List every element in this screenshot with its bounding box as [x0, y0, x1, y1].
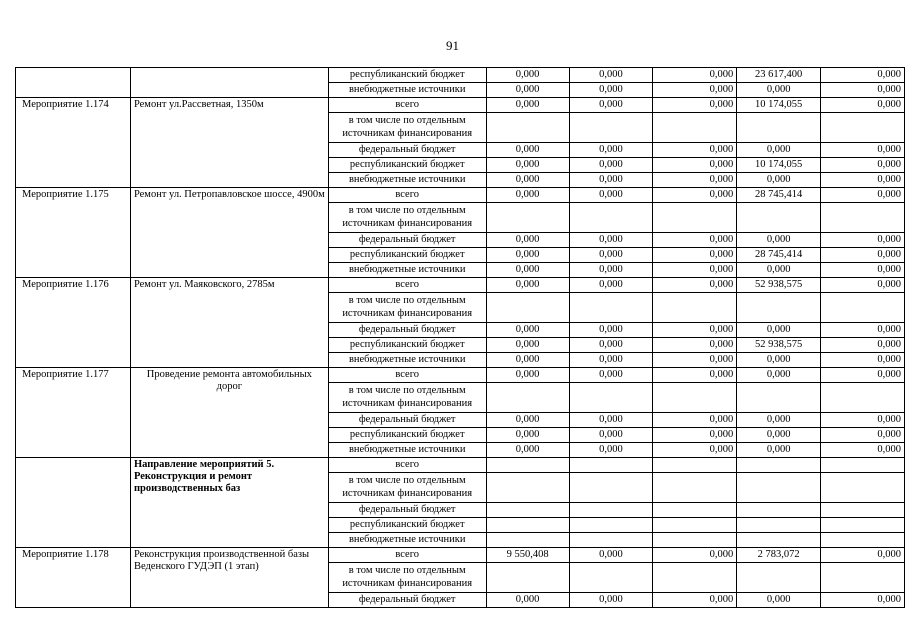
- value-cell-1: [486, 383, 569, 413]
- activity-cell: Мероприятие 1.175: [16, 188, 131, 278]
- value-cell-5: 0,000: [821, 83, 905, 98]
- funding-source-cell: федеральный бюджет: [328, 233, 486, 248]
- value-cell-5: 0,000: [821, 338, 905, 353]
- value-cell-1: 0,000: [486, 158, 569, 173]
- value-cell-4: 0,000: [737, 83, 821, 98]
- value-cell-2: 0,000: [569, 413, 653, 428]
- value-cell-1: 0,000: [486, 338, 569, 353]
- value-cell-4: 0,000: [737, 353, 821, 368]
- activity-name-cell: Ремонт ул. Петропавловское шоссе, 4900м: [130, 188, 328, 278]
- value-cell-3: 0,000: [653, 173, 737, 188]
- table-row: [16, 98, 905, 113]
- value-cell-2: 0,000: [569, 443, 653, 458]
- funding-source-cell: внебюджетные источники: [328, 173, 486, 188]
- funding-source-cell: в том числе по отдельным источникам финансирования: [328, 203, 486, 233]
- value-cell-4: [737, 518, 821, 533]
- value-cell-4: 52 938,575: [737, 338, 821, 353]
- value-cell-1: [486, 503, 569, 518]
- value-cell-2: 0,000: [569, 338, 653, 353]
- table-row: [16, 68, 905, 83]
- activity-cell: Мероприятие 1.176: [16, 278, 131, 368]
- value-cell-2: [569, 473, 653, 503]
- value-cell-4: 0,000: [737, 443, 821, 458]
- value-cell-4: [737, 503, 821, 518]
- value-cell-2: 0,000: [569, 323, 653, 338]
- funding-source-cell: республиканский бюджет: [328, 248, 486, 263]
- value-cell-1: 0,000: [486, 368, 569, 383]
- value-cell-1: 0,000: [486, 143, 569, 158]
- value-cell-2: 0,000: [569, 248, 653, 263]
- funding-source-cell: внебюджетные источники: [328, 443, 486, 458]
- activity-cell: Мероприятие 1.178: [16, 548, 131, 608]
- value-cell-1: [486, 293, 569, 323]
- value-cell-3: 0,000: [653, 98, 737, 113]
- value-cell-4: [737, 293, 821, 323]
- value-cell-1: 0,000: [486, 443, 569, 458]
- value-cell-4: 0,000: [737, 173, 821, 188]
- page-number: 91: [446, 38, 459, 53]
- funding-source-cell: федеральный бюджет: [328, 593, 486, 608]
- value-cell-5: [821, 518, 905, 533]
- value-cell-3: 0,000: [653, 248, 737, 263]
- activity-cell: Мероприятие 1.177: [16, 368, 131, 458]
- funding-source-cell: внебюджетные источники: [328, 533, 486, 548]
- value-cell-2: 0,000: [569, 428, 653, 443]
- value-cell-1: 0,000: [486, 98, 569, 113]
- activity-cell: [16, 458, 131, 548]
- funding-source-cell: внебюджетные источники: [328, 353, 486, 368]
- value-cell-5: [821, 473, 905, 503]
- value-cell-5: 0,000: [821, 368, 905, 383]
- value-cell-4: 0,000: [737, 413, 821, 428]
- value-cell-3: 0,000: [653, 143, 737, 158]
- value-cell-1: [486, 113, 569, 143]
- value-cell-1: 0,000: [486, 593, 569, 608]
- value-cell-5: [821, 533, 905, 548]
- activity-name-cell: Направление мероприятий 5. Реконструкция и ремонт производственных баз: [130, 458, 328, 548]
- value-cell-2: 0,000: [569, 98, 653, 113]
- value-cell-5: [821, 113, 905, 143]
- value-cell-2: [569, 533, 653, 548]
- value-cell-4: 10 174,055: [737, 158, 821, 173]
- value-cell-4: [737, 203, 821, 233]
- funding-source-cell: республиканский бюджет: [328, 158, 486, 173]
- value-cell-1: [486, 458, 569, 473]
- value-cell-2: 0,000: [569, 83, 653, 98]
- value-cell-1: 0,000: [486, 278, 569, 293]
- value-cell-3: 0,000: [653, 338, 737, 353]
- value-cell-3: 0,000: [653, 353, 737, 368]
- funding-source-cell: всего: [328, 548, 486, 563]
- value-cell-4: [737, 563, 821, 593]
- activity-cell: [16, 68, 131, 98]
- value-cell-3: [653, 113, 737, 143]
- value-cell-1: 0,000: [486, 233, 569, 248]
- value-cell-4: 0,000: [737, 143, 821, 158]
- value-cell-1: 0,000: [486, 248, 569, 263]
- value-cell-1: 0,000: [486, 188, 569, 203]
- funding-source-cell: федеральный бюджет: [328, 413, 486, 428]
- value-cell-4: 2 783,072: [737, 548, 821, 563]
- value-cell-2: [569, 563, 653, 593]
- table-row: [16, 188, 905, 203]
- value-cell-5: 0,000: [821, 98, 905, 113]
- value-cell-4: 0,000: [737, 263, 821, 278]
- value-cell-5: 0,000: [821, 248, 905, 263]
- value-cell-4: 0,000: [737, 323, 821, 338]
- value-cell-4: 0,000: [737, 233, 821, 248]
- value-cell-2: 0,000: [569, 173, 653, 188]
- funding-source-cell: федеральный бюджет: [328, 143, 486, 158]
- budget-body: [16, 68, 905, 608]
- value-cell-2: 0,000: [569, 263, 653, 278]
- value-cell-4: 0,000: [737, 593, 821, 608]
- value-cell-5: 0,000: [821, 323, 905, 338]
- value-cell-4: 0,000: [737, 368, 821, 383]
- value-cell-3: 0,000: [653, 233, 737, 248]
- funding-source-cell: республиканский бюджет: [328, 518, 486, 533]
- value-cell-3: 0,000: [653, 158, 737, 173]
- value-cell-2: 0,000: [569, 548, 653, 563]
- table-row: [16, 278, 905, 293]
- value-cell-2: [569, 503, 653, 518]
- value-cell-5: 0,000: [821, 548, 905, 563]
- value-cell-5: 0,000: [821, 353, 905, 368]
- value-cell-1: [486, 563, 569, 593]
- value-cell-1: [486, 473, 569, 503]
- value-cell-5: 0,000: [821, 443, 905, 458]
- value-cell-2: 0,000: [569, 353, 653, 368]
- funding-source-cell: всего: [328, 458, 486, 473]
- activity-name-cell: [130, 68, 328, 98]
- value-cell-5: 0,000: [821, 143, 905, 158]
- activity-name-cell: Проведение ремонта автомобильных дорог: [130, 368, 328, 458]
- value-cell-5: 0,000: [821, 173, 905, 188]
- value-cell-3: 0,000: [653, 68, 737, 83]
- activity-name-cell: Реконструкция производственной базы Веденского ГУДЭП (1 этап): [130, 548, 328, 608]
- value-cell-4: 28 745,414: [737, 248, 821, 263]
- value-cell-2: 0,000: [569, 233, 653, 248]
- value-cell-3: 0,000: [653, 323, 737, 338]
- value-cell-3: 0,000: [653, 548, 737, 563]
- value-cell-5: 0,000: [821, 278, 905, 293]
- value-cell-3: 0,000: [653, 428, 737, 443]
- value-cell-3: 0,000: [653, 278, 737, 293]
- value-cell-1: [486, 518, 569, 533]
- value-cell-1: 0,000: [486, 353, 569, 368]
- value-cell-2: 0,000: [569, 188, 653, 203]
- value-cell-3: [653, 458, 737, 473]
- value-cell-2: 0,000: [569, 368, 653, 383]
- value-cell-2: [569, 383, 653, 413]
- value-cell-3: [653, 563, 737, 593]
- value-cell-2: [569, 293, 653, 323]
- value-cell-5: 0,000: [821, 158, 905, 173]
- activity-name-cell: Ремонт ул. Маяковского, 2785м: [130, 278, 328, 368]
- funding-source-cell: внебюджетные источники: [328, 83, 486, 98]
- value-cell-5: [821, 503, 905, 518]
- value-cell-2: 0,000: [569, 143, 653, 158]
- funding-source-cell: всего: [328, 98, 486, 113]
- value-cell-3: [653, 473, 737, 503]
- value-cell-2: [569, 203, 653, 233]
- value-cell-1: 9 550,408: [486, 548, 569, 563]
- funding-source-cell: в том числе по отдельным источникам финансирования: [328, 113, 486, 143]
- value-cell-1: [486, 203, 569, 233]
- value-cell-5: 0,000: [821, 593, 905, 608]
- value-cell-3: [653, 293, 737, 323]
- value-cell-2: [569, 113, 653, 143]
- value-cell-4: [737, 383, 821, 413]
- value-cell-4: [737, 113, 821, 143]
- activity-cell: Мероприятие 1.174: [16, 98, 131, 188]
- value-cell-2: [569, 518, 653, 533]
- value-cell-2: 0,000: [569, 278, 653, 293]
- value-cell-1: 0,000: [486, 68, 569, 83]
- funding-source-cell: всего: [328, 278, 486, 293]
- value-cell-3: 0,000: [653, 188, 737, 203]
- value-cell-1: 0,000: [486, 263, 569, 278]
- value-cell-3: 0,000: [653, 443, 737, 458]
- value-cell-5: 0,000: [821, 68, 905, 83]
- value-cell-5: 0,000: [821, 263, 905, 278]
- value-cell-5: [821, 203, 905, 233]
- funding-source-cell: республиканский бюджет: [328, 428, 486, 443]
- value-cell-5: 0,000: [821, 188, 905, 203]
- funding-source-cell: в том числе по отдельным источникам финансирования: [328, 473, 486, 503]
- value-cell-2: [569, 458, 653, 473]
- value-cell-1: 0,000: [486, 173, 569, 188]
- value-cell-1: 0,000: [486, 323, 569, 338]
- funding-source-cell: в том числе по отдельным источникам финансирования: [328, 383, 486, 413]
- funding-source-cell: в том числе по отдельным источникам финансирования: [328, 293, 486, 323]
- table-row: [16, 458, 905, 473]
- funding-source-cell: всего: [328, 368, 486, 383]
- funding-source-cell: федеральный бюджет: [328, 323, 486, 338]
- value-cell-3: 0,000: [653, 83, 737, 98]
- value-cell-4: 10 174,055: [737, 98, 821, 113]
- value-cell-4: [737, 458, 821, 473]
- value-cell-3: 0,000: [653, 593, 737, 608]
- value-cell-3: 0,000: [653, 368, 737, 383]
- value-cell-5: [821, 383, 905, 413]
- table-row: [16, 548, 905, 563]
- activity-name-cell: Ремонт ул.Рассветная, 1350м: [130, 98, 328, 188]
- table-row: [16, 368, 905, 383]
- value-cell-4: [737, 473, 821, 503]
- funding-source-cell: внебюджетные источники: [328, 263, 486, 278]
- value-cell-5: 0,000: [821, 413, 905, 428]
- value-cell-4: 28 745,414: [737, 188, 821, 203]
- value-cell-4: 0,000: [737, 428, 821, 443]
- value-cell-1: 0,000: [486, 413, 569, 428]
- value-cell-5: [821, 563, 905, 593]
- funding-source-cell: республиканский бюджет: [328, 68, 486, 83]
- value-cell-5: [821, 458, 905, 473]
- value-cell-3: [653, 518, 737, 533]
- value-cell-1: 0,000: [486, 83, 569, 98]
- budget-table: [15, 67, 905, 608]
- value-cell-3: [653, 383, 737, 413]
- funding-source-cell: республиканский бюджет: [328, 338, 486, 353]
- value-cell-4: 52 938,575: [737, 278, 821, 293]
- value-cell-2: 0,000: [569, 68, 653, 83]
- value-cell-3: 0,000: [653, 413, 737, 428]
- value-cell-2: 0,000: [569, 593, 653, 608]
- value-cell-1: [486, 533, 569, 548]
- value-cell-5: 0,000: [821, 428, 905, 443]
- value-cell-4: 23 617,400: [737, 68, 821, 83]
- funding-source-cell: федеральный бюджет: [328, 503, 486, 518]
- value-cell-3: [653, 203, 737, 233]
- value-cell-3: 0,000: [653, 263, 737, 278]
- value-cell-4: [737, 533, 821, 548]
- value-cell-3: [653, 503, 737, 518]
- funding-source-cell: всего: [328, 188, 486, 203]
- funding-source-cell: в том числе по отдельным источникам финансирования: [328, 563, 486, 593]
- value-cell-5: [821, 293, 905, 323]
- value-cell-3: [653, 533, 737, 548]
- value-cell-2: 0,000: [569, 158, 653, 173]
- value-cell-1: 0,000: [486, 428, 569, 443]
- value-cell-5: 0,000: [821, 233, 905, 248]
